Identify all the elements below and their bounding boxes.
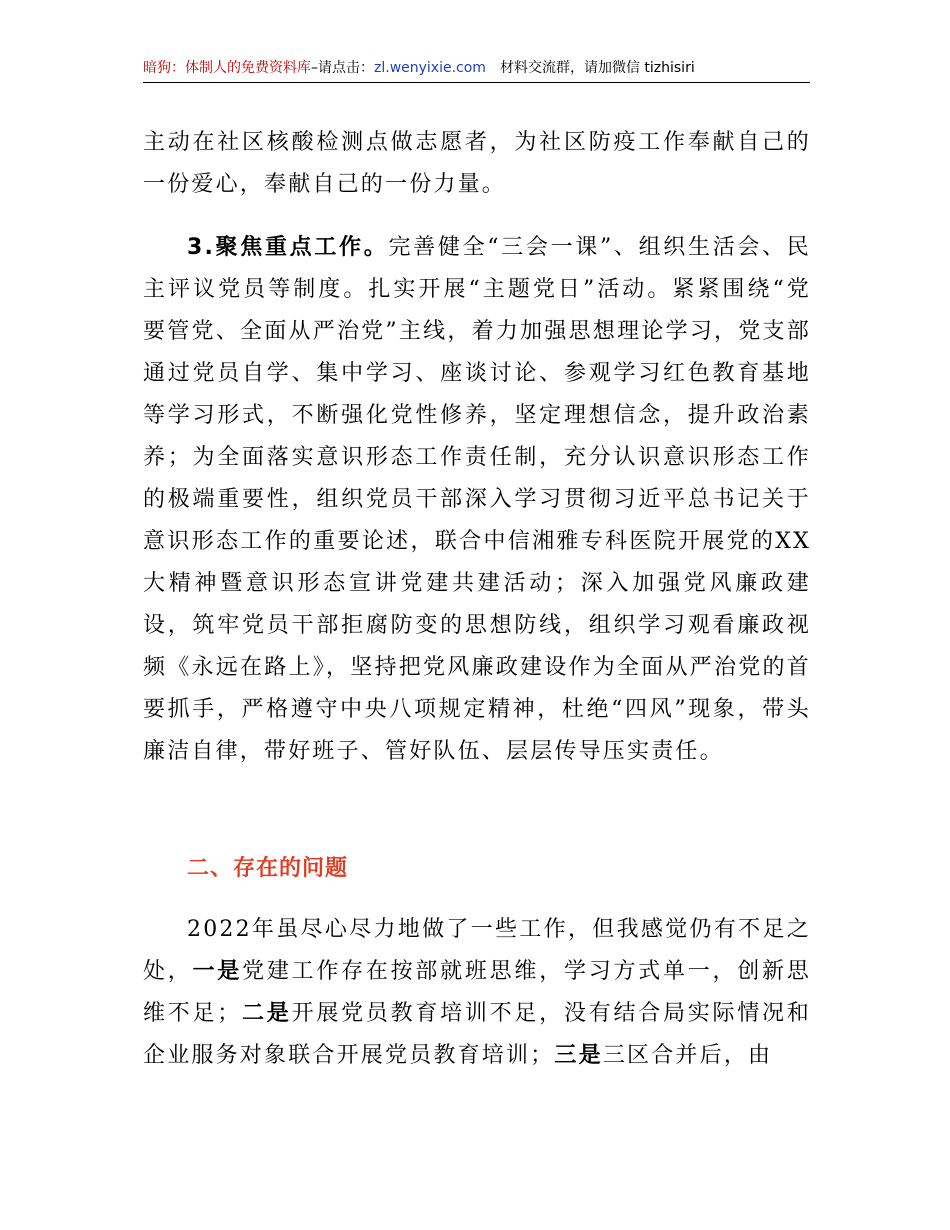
problems-intro: 2022年虽尽心尽力地做了一些工作，但我感觉仍有不足之处， [143,917,811,984]
problem-keyword-1: 一是 [192,959,243,984]
header-site-name: 暗狗：体制人的免费资料库 [143,60,311,76]
paragraph-lead: 3.聚焦重点工作。 [187,235,389,260]
problem-text-3: 三区合并后，由 [602,1043,773,1068]
header-url-link[interactable]: zl.wenyixie.com [374,60,486,76]
problem-keyword-2: 二是 [241,1001,292,1026]
header-group-text: 材料交流群，请加微信 tizhisiri [499,60,695,76]
problem-text-1: 党建工作存在按部就班思维，学习方式单一，创新思维不足； [143,959,811,1026]
paragraph-key-work [143,227,811,773]
page-header [143,58,810,83]
problem-text-2: 开展党员教育培训不足，没有结合局实际情况和企业服务对象联合开展党员教育培训； [143,1001,811,1068]
header-link-prompt: –请点击： [311,60,374,76]
paragraph-volunteer: 主动在社区核酸检测点做志愿者，为社区防疫工作奉献自己的一份爱心，奉献自己的一份力量。 [143,130,811,197]
problem-keyword-3: 三是 [554,1043,603,1068]
paragraph-key-work-text: 完善健全“三会一课”、组织生活会、民主评议党员等制度。扎实开展“主题党日”活动。紧紧围绕“党要管党、全面从严治党”主线，着力加强思想理论学习，党支部通过党员自学、集中学习、座谈讨论、参观学习红色教育基地等学习形式，不断强化党性修养，坚定理想信念，提升政治素养；为全面落实意识形态工作责任制，充分认识意识形态工作的极端重要性，组织党员干部深入学习贯彻习近平总书记关于意识形态工作的重要论述，联合中信湘雅专科医院开展党的XX大精神暨意识形态宣讲党建共建活动；深入加强党风廉政建设，筑牢党员干部拒腐防变的思想防线，组织学习观看廉政视频《永远在路上》，坚持把党风廉政建设作为全面从严治党的首要抓手，严格遵守中央八项规定精神，杜绝“四风”现象，带头廉洁自律，带好班子、管好队伍、层层传导压实责任。 [143,235,811,764]
section-heading: 二、存在的问题 [187,856,349,881]
paragraph-problems [143,909,811,1077]
